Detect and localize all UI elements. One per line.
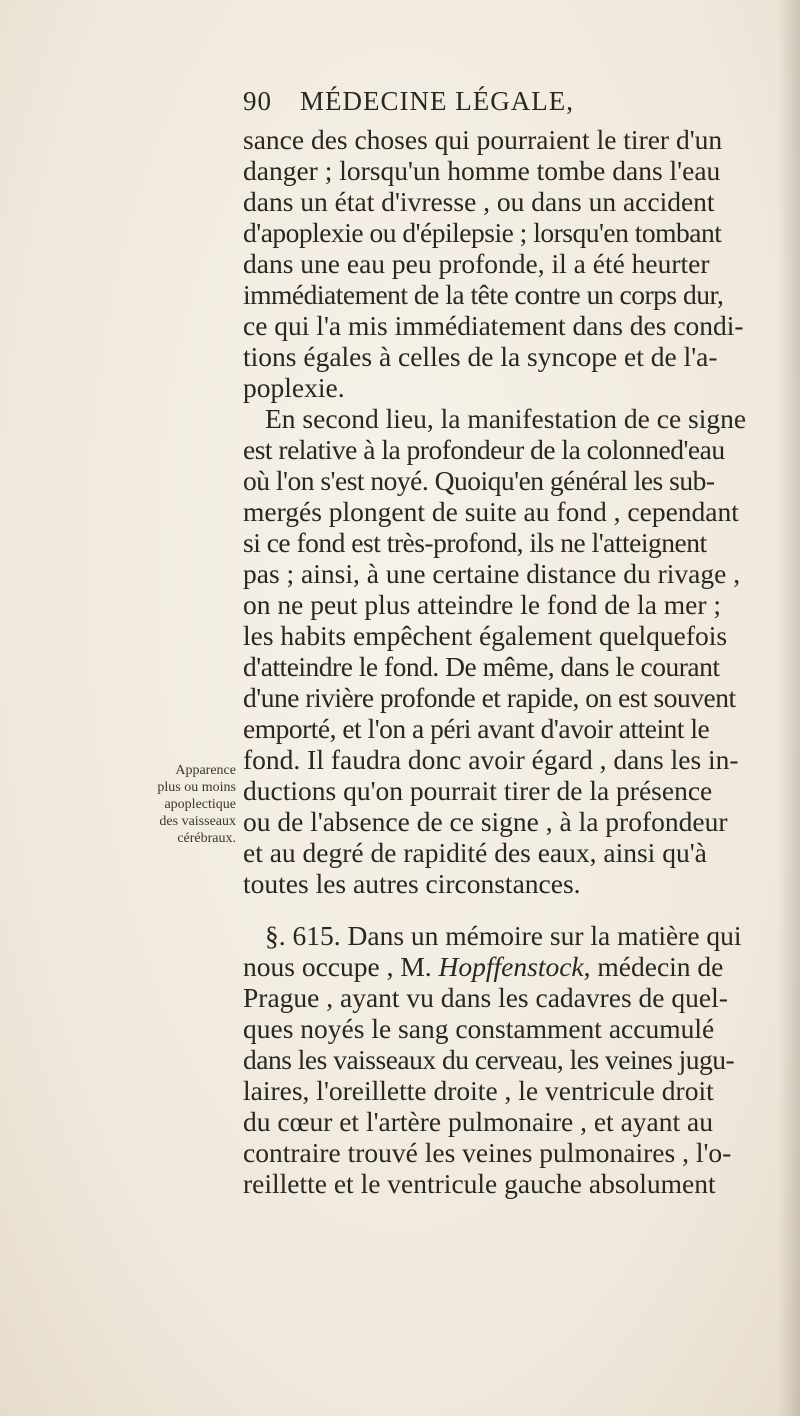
text-line: on ne peut plus atteindre le fond de la mer ; [243,589,722,620]
text-line: danger ; lorsqu'un homme tombe dans l'eau [243,155,721,186]
text-line: ce qui l'a mis immédiatement dans des condi- [243,310,744,341]
text-line: ques noyés le sang constamment accumulé [243,1013,715,1044]
text-line: pas ; ainsi, à une certaine distance du rivage , [243,558,741,589]
page-edge-shadow [778,0,800,1416]
paragraph-1 [243,124,769,403]
text-line: dans un état d'ivresse , ou dans un accident [243,186,715,217]
text-line: est relative à la profondeur de la colonned'eau [243,434,725,465]
text-line: §. 615. Dans un mémoire sur la matière qui [265,920,742,951]
author-name: Hopffenstock [438,951,584,982]
page-number: 90 [243,86,272,116]
text-line: toutes les autres circonstances. [243,868,581,899]
margin-note-line: plus ou moins [157,780,236,795]
text-line: où l'on s'est noyé. Quoiqu'en général les sub- [243,465,715,496]
text-line: dans une eau peu profonde, il a été heurter [243,248,710,279]
text-line: laires, l'oreillette droite , le ventricule droit [243,1075,714,1106]
paragraph-3 [243,920,769,1199]
margin-note-line: cérébraux. [177,831,236,846]
text-line: du cœur et l'artère pulmonaire , et ayant au [243,1106,713,1137]
text-line: dans les vaisseaux du cerveau, les veines jugu- [243,1044,735,1075]
margin-note-line: Apparence [175,763,236,778]
text-line: mergés plongent de suite au fond , cependant [243,496,739,527]
text-line: sance des choses qui pourraient le tirer d'un [243,124,723,155]
text-line: ou de l'absence de ce signe , à la profondeur [243,806,728,837]
text-line: les habits empêchent également quelquefois [243,620,728,651]
running-title: MÉDECINE LÉGALE, [300,86,574,116]
text-line: et au degré de rapidité des eaux, ainsi qu'à [243,837,707,868]
text-fragment: , médecin de [583,951,724,982]
paragraph-2 [243,403,769,899]
text-line: reillette et le ventricule gauche absolument [243,1168,716,1199]
paragraph-gap [243,899,769,920]
text-line: d'apoplexie ou d'épilepsie ; lorsqu'en tombant [243,217,722,248]
text-line: contraire trouvé les veines pulmonaires , l'o- [243,1137,732,1168]
text-line: fond. Il faudra donc avoir égard , dans les in- [243,744,739,775]
margin-note-line: des vaisseaux [159,814,236,829]
margin-note-line: apoplectique [164,797,236,812]
text-line [243,951,769,982]
text-line: emporté, et l'on a péri avant d'avoir atteint le [243,713,710,744]
body-text [243,124,769,1199]
text-line: poplexie. [243,372,345,403]
text-line: d'atteindre le fond. De même, dans le courant [243,651,720,682]
text-line: En second lieu, la manifestation de ce signe [265,403,747,434]
text-line: tions égales à celles de la syncope et de l'a- [243,341,718,372]
text-line: si ce fond est très-profond, ils ne l'atteignent [243,527,707,558]
page-header [243,86,743,120]
text-fragment: nous occupe , M. [243,951,439,982]
text-line: ductions qu'on pourrait tirer de la présence [243,775,713,806]
margin-note [24,762,236,847]
text-line: d'une rivière profonde et rapide, on est souvent [243,682,736,713]
text-line: immédiatement de la tête contre un corps dur, [243,279,724,310]
text-line: Prague , ayant vu dans les cadavres de quel- [243,982,728,1013]
